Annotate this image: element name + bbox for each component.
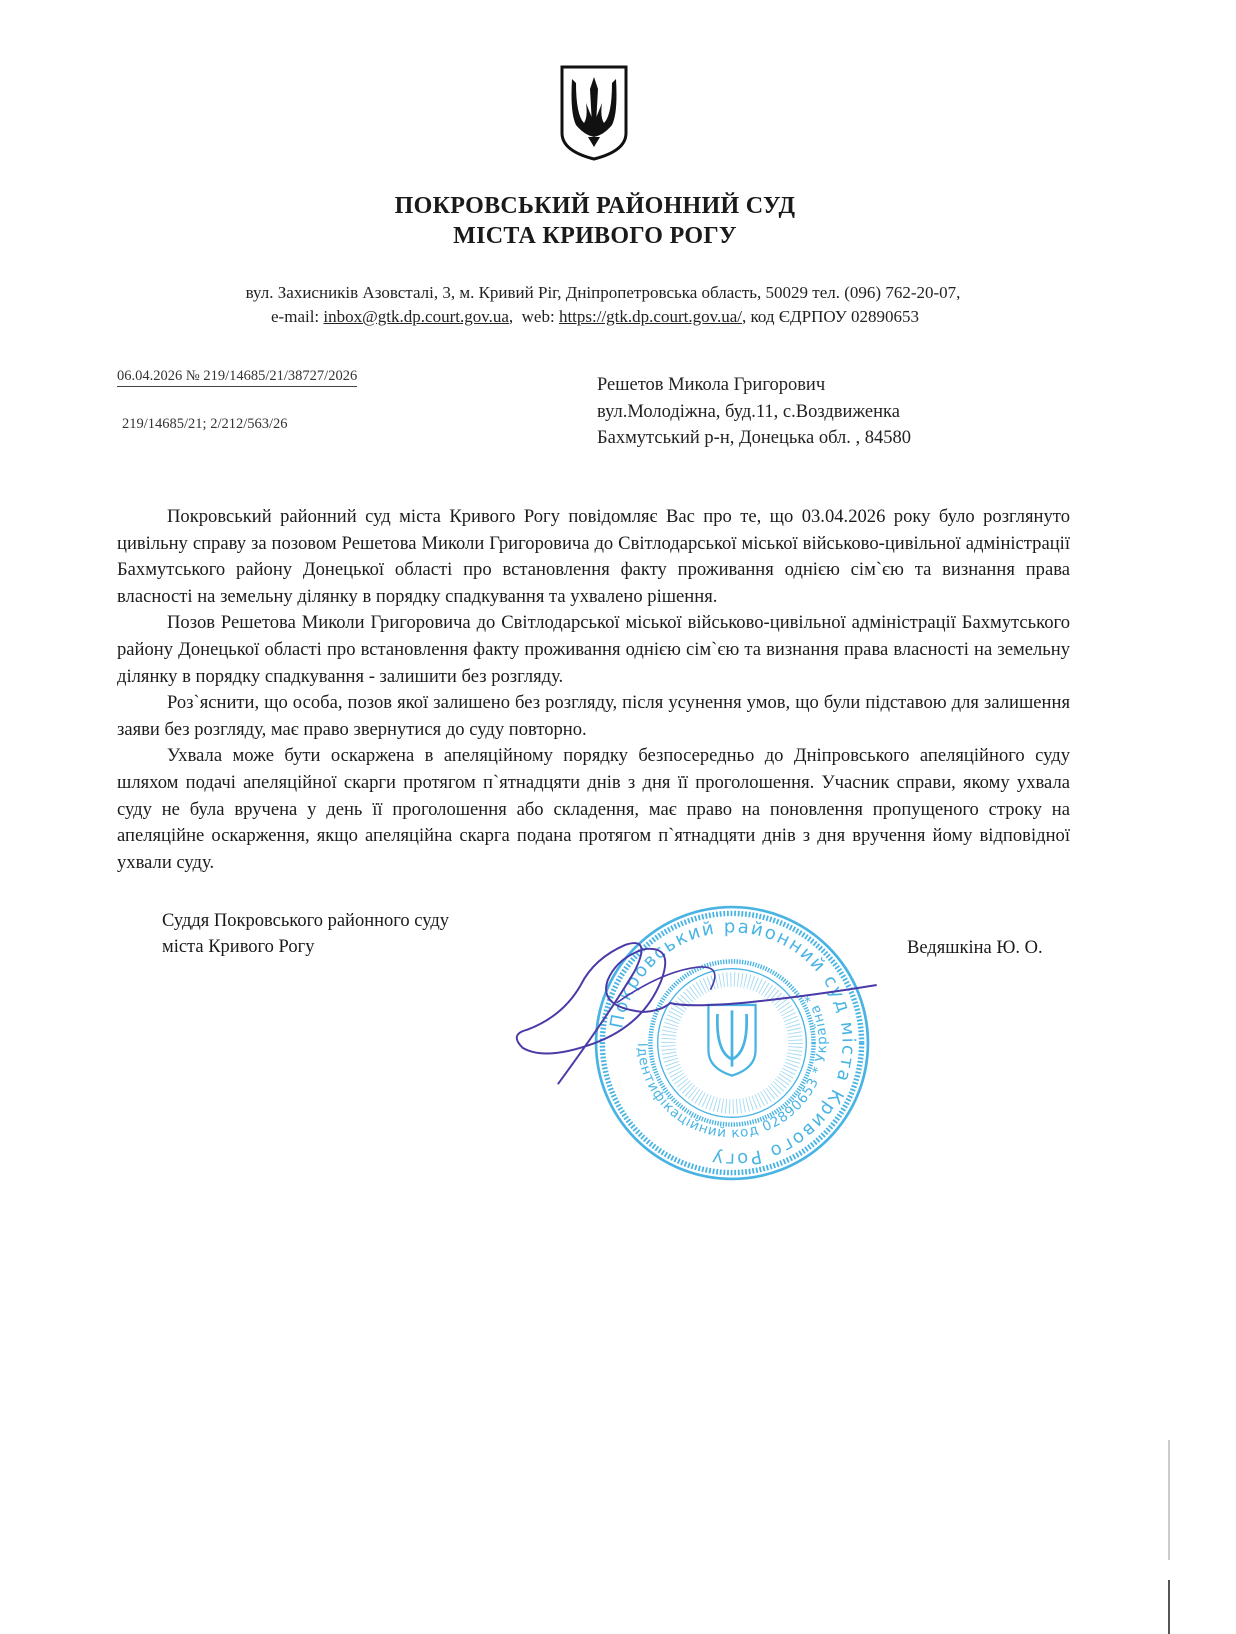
- letter-body: [117, 504, 1070, 876]
- edrpou-code: код ЄДРПОУ 02890653: [750, 307, 919, 326]
- recipient-region: Бахмутський р-н, Донецька обл. , 84580: [597, 428, 912, 448]
- stamp-inner-text: Ідентифікаційний код 02890653 * Україна *: [633, 990, 831, 1142]
- body-paragraph: Роз`яснити, що особа, позов якої залишено без розгляду, після усунення умов, що були підставою для залишення заяви без розгляду, має право звернутися до суду повторно.: [117, 692, 1070, 740]
- web-link[interactable]: https://gtk.dp.court.gov.ua/: [558, 307, 743, 326]
- letter-content: [117, 504, 1070, 1218]
- signature-section: [117, 898, 1117, 1218]
- court-name-line1: ПОКРОВСЬКИЙ РАЙОННИЙ СУД: [394, 193, 796, 219]
- scan-edge-mark: [1168, 1440, 1170, 1560]
- judge-position: [162, 908, 449, 960]
- handwritten-signature: [497, 918, 897, 1088]
- court-contacts: e-mail: inbox@gtk.dp.court.gov.ua, web: https://gtk.dp.court.gov.ua/, код ЄДРПОУ 02890653: [271, 307, 919, 326]
- trident-coat-of-arms-icon: [558, 63, 630, 161]
- recipient-address: [597, 372, 911, 452]
- email-link[interactable]: inbox@gtk.dp.court.gov.ua: [323, 307, 509, 326]
- body-paragraph: Позов Решетова Миколи Григоровича до Світлодарської міської військово-цивільної адміністрації Бахмутського району Донецької області про встановлення факту проживання однією сім`єю та визнання права власності на земельну ділянку в порядку спадкування - залишити без розгляду.: [117, 612, 1070, 687]
- judge-position-line1: Суддя Покровського районного суду: [162, 911, 449, 932]
- court-address: вул. Захисників Азовсталі, 3, м. Кривий Ріг, Дніпропетровська область, 50029 тел. (096) 762-20-07,: [245, 283, 961, 302]
- recipient-street: вул.Молодіжна, буд.11, с.Воздвиженка: [597, 401, 900, 422]
- outgoing-reference: 06.04.2026 № 219/14685/21/38727/2026: [117, 368, 357, 387]
- recipient-name: Решетов Микола Григорович: [597, 375, 826, 395]
- stamp-outer-text: Покровський районний суд міста Кривого Рогу: [606, 916, 859, 1171]
- email-label: e-mail:: [271, 307, 320, 326]
- scan-edge-mark: [1168, 1580, 1170, 1634]
- web-label: web:: [521, 307, 555, 326]
- judge-name: Ведяшкіна Ю. О.: [907, 938, 1043, 959]
- body-paragraph: Ухвала може бути оскаржена в апеляційному порядку безпосередньо до Дніпровського апеляційного суду шляхом подачі апеляційної скарги протягом п`ятнадцяти днів з дня її проголошення. Учасник справи, якому ухвала суду не була вручена у день її проголошення або складення, має право на поновлення пропущеного строку на апеляційне оскарження, якщо апеляційна скарга подана протягом п`ятнадцяти днів з дня вручення йому відповідної ухвали суду.: [117, 745, 1070, 873]
- court-name-line2: МІСТА КРИВОГО РОГУ: [453, 223, 737, 249]
- judge-position-line2: міста Кривого Рогу: [162, 937, 315, 958]
- body-paragraph: Покровський районний суд міста Кривого Рогу повідомляє Вас про те, що 03.04.2026 року було розглянуто цивільну справу за позовом Решетова Миколи Григоровича до Світлодарської міської військово-цивільної адміністрації Бахмутського району Донецької області про встановлення факту проживання однією сім`єю та визнання права власності на земельну ділянку в порядку спадкування та ухвалено рішення.: [117, 506, 1070, 607]
- case-numbers: 219/14685/21; 2/212/563/26: [122, 416, 288, 432]
